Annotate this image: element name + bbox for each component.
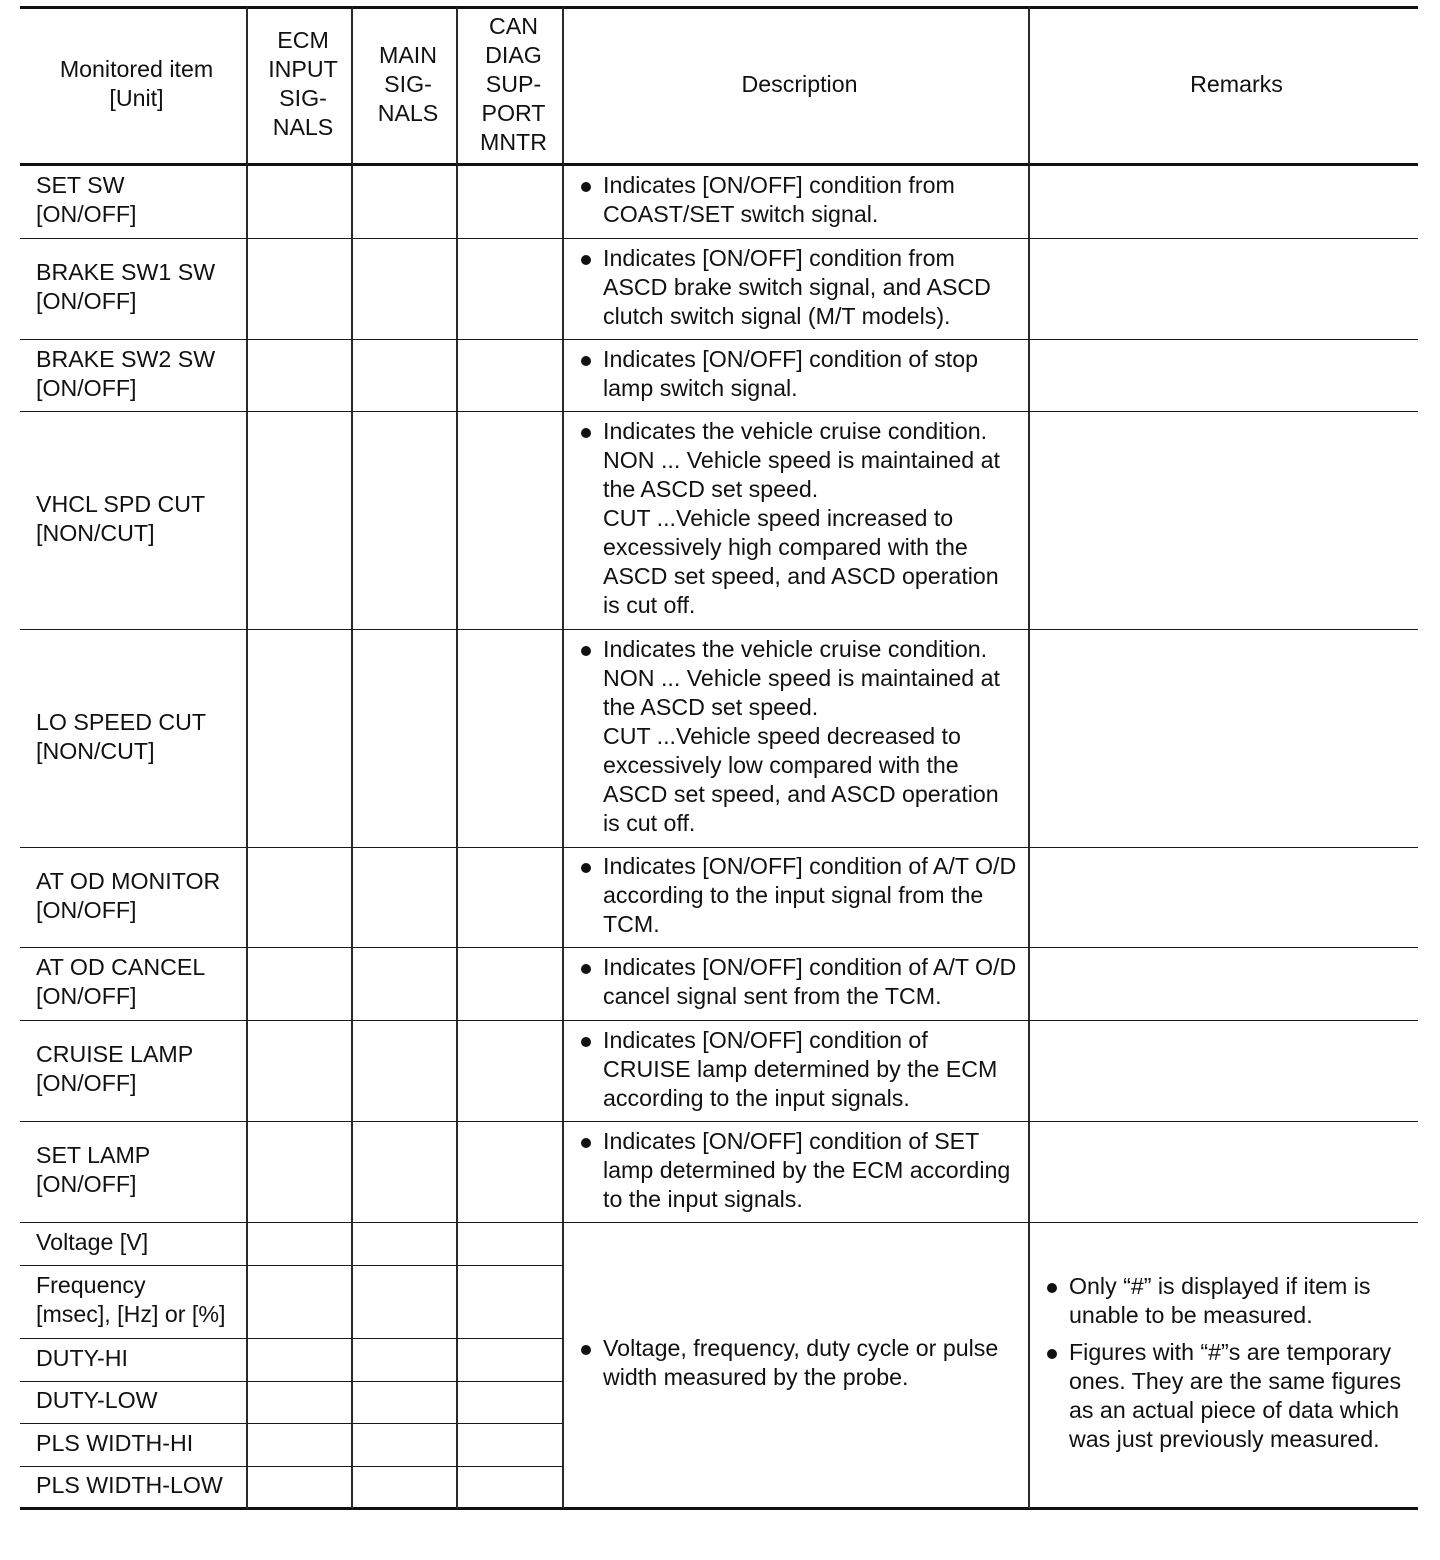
header-description: [564, 6, 1030, 166]
remarks-list: [1069, 1272, 1401, 1454]
description-cell: [564, 630, 1030, 848]
description-bullet-item: [603, 635, 1000, 838]
monitored-item-cell: [20, 1266, 248, 1339]
monitored-item-label: PLS WIDTH-HI: [36, 1429, 194, 1456]
main-signals-cell: [353, 1339, 458, 1382]
description-text: Indicates [ON/OFF] condition from COAST/SET switch signal.: [603, 172, 955, 227]
monitored-item-cell: [20, 948, 248, 1021]
main-signals-cell: [353, 340, 458, 412]
monitored-item-label: PLS WIDTH-LOW: [36, 1471, 223, 1498]
can-diag-support-mntr-cell: [458, 630, 564, 848]
main-signals-cell: [353, 1424, 458, 1467]
monitored-item-unit: [NON/CUT]: [36, 737, 155, 764]
bullet-icon: [581, 646, 591, 656]
ecm-input-signals-cell: [248, 166, 353, 239]
monitored-item-cell: [20, 1021, 248, 1122]
monitored-item-label: Frequency [msec], [Hz] or [%]: [36, 1272, 226, 1327]
remarks-bullet-item: [1069, 1338, 1401, 1454]
header-ecm-input-signals-label: ECM INPUT SIG- NALS: [268, 27, 338, 140]
description-text: Indicates the vehicle cruise condition. NON ... Vehicle speed is maintained at the ASCD set speed. CUT ...Vehicle speed increased to excessively high compared with the ASCD set speed, and ASCD operation is cut off.: [603, 418, 1000, 618]
header-can-diag-support-mntr: [458, 6, 564, 166]
description-cell: [564, 848, 1030, 948]
bullet-icon: [581, 428, 591, 438]
remarks-cell: [1030, 412, 1418, 630]
description-bullet-item: [603, 953, 1016, 1011]
monitored-item-cell: [20, 848, 248, 948]
main-signals-cell: [353, 239, 458, 340]
description-text: Voltage, frequency, duty cycle or pulse width measured by the probe.: [603, 1335, 999, 1390]
monitored-item-unit: [ON/OFF]: [36, 1070, 137, 1096]
can-diag-support-mntr-cell: [458, 1266, 564, 1339]
description-cell: [564, 412, 1030, 630]
can-diag-support-mntr-cell: [458, 1223, 564, 1266]
main-signals-cell: [353, 166, 458, 239]
bullet-icon: [581, 1138, 591, 1148]
main-signals-cell: [353, 1223, 458, 1266]
monitored-item-unit: [ON/OFF]: [36, 1171, 137, 1197]
description-cell: [564, 340, 1030, 412]
header-main-signals-label: MAIN SIG- NALS: [377, 41, 439, 126]
monitored-item-label: Voltage [V]: [36, 1228, 149, 1255]
remarks-cell: [1030, 340, 1418, 412]
ecm-input-signals-cell: [248, 1424, 353, 1467]
ecm-input-signals-cell: [248, 1223, 353, 1266]
ecm-input-signals-cell: [248, 1266, 353, 1339]
header-monitored-item-label: Monitored item [Unit]: [59, 56, 214, 111]
main-signals-cell: [353, 1467, 458, 1510]
description-cell: [564, 948, 1030, 1021]
description-bullet-item: [603, 244, 991, 331]
monitored-item-label: DUTY-LOW: [36, 1387, 158, 1413]
can-diag-support-mntr-cell: [458, 848, 564, 948]
monitored-item-unit: [ON/OFF]: [36, 201, 137, 227]
remarks-text: Only “#” is displayed if item is unable to be measured.: [1069, 1273, 1371, 1328]
can-diag-support-mntr-cell: [458, 340, 564, 412]
bullet-icon: [581, 255, 591, 265]
can-diag-support-mntr-cell: [458, 239, 564, 340]
header-description-label: Description: [741, 70, 858, 97]
monitored-item-unit: [ON/OFF]: [36, 374, 137, 401]
bullet-icon: [581, 1037, 591, 1047]
main-signals-cell: [353, 1382, 458, 1424]
monitored-item-name: AT OD CANCEL: [36, 954, 206, 980]
monitored-item-unit: [ON/OFF]: [36, 983, 137, 1009]
ecm-input-signals-cell: [248, 1122, 353, 1223]
ecm-input-signals-cell: [248, 1382, 353, 1424]
bullet-icon: [1047, 1283, 1057, 1293]
remarks-cell: [1030, 1021, 1418, 1122]
monitored-item-name: BRAKE SW2 SW: [36, 345, 216, 372]
bullet-icon: [581, 356, 591, 366]
monitored-item-unit: [ON/OFF]: [36, 288, 137, 314]
remarks-cell: [1030, 630, 1418, 848]
monitored-item-name: CRUISE LAMP: [36, 1041, 194, 1067]
description-cell: [564, 166, 1030, 239]
monitored-item-name: LO SPEED CUT: [36, 708, 207, 735]
can-diag-support-mntr-cell: [458, 1467, 564, 1510]
ecm-input-signals-cell: [248, 1339, 353, 1382]
monitored-item-cell: [20, 1424, 248, 1467]
description-bullet-item: [603, 1026, 997, 1113]
header-can-diag-support-mntr-label: CAN DIAG SUP- PORT MNTR: [480, 12, 547, 155]
description-cell: [564, 239, 1030, 340]
main-signals-cell: [353, 630, 458, 848]
monitored-item-cell: [20, 239, 248, 340]
main-signals-cell: [353, 1122, 458, 1223]
can-diag-support-mntr-cell: [458, 1339, 564, 1382]
monitored-item-cell: [20, 166, 248, 239]
description-bullet-item: [603, 345, 978, 403]
monitored-item-unit: [NON/CUT]: [36, 519, 155, 546]
description-bullet-item: [603, 417, 1000, 620]
measurement-remarks-cell: [1030, 1223, 1418, 1510]
remarks-text: Figures with “#”s are temporary ones. They are the same figures as an actual piece of data which was just previously measured.: [1069, 1339, 1402, 1452]
header-monitored-item: [20, 6, 248, 166]
monitored-item-label: DUTY-HI: [36, 1344, 128, 1371]
monitored-item-name: SET SW: [36, 172, 125, 198]
description-bullet-item: [603, 1334, 998, 1392]
header-remarks-label: Remarks: [1190, 70, 1283, 97]
can-diag-support-mntr-cell: [458, 412, 564, 630]
ecm-input-signals-cell: [248, 412, 353, 630]
bullet-icon: [581, 182, 591, 192]
description-text: Indicates [ON/OFF] condition of stop lamp switch signal.: [603, 345, 979, 401]
remarks-cell: [1030, 239, 1418, 340]
can-diag-support-mntr-cell: [458, 166, 564, 239]
header-remarks: [1030, 6, 1418, 166]
monitored-item-cell: [20, 1122, 248, 1223]
main-signals-cell: [353, 948, 458, 1021]
remarks-cell: [1030, 166, 1418, 239]
cruise-control-data-monitor-table: [20, 6, 1418, 1510]
bullet-icon: [581, 863, 591, 873]
monitored-item-cell: [20, 1223, 248, 1266]
monitored-item-name: VHCL SPD CUT: [36, 490, 206, 517]
monitored-item-name: SET LAMP: [36, 1142, 151, 1168]
description-cell: [564, 1021, 1030, 1122]
ecm-input-signals-cell: [248, 848, 353, 948]
bullet-icon: [581, 964, 591, 974]
ecm-input-signals-cell: [248, 1467, 353, 1510]
description-bullet-item: [603, 1127, 1010, 1214]
monitored-item-cell: [20, 630, 248, 848]
remarks-cell: [1030, 848, 1418, 948]
description-text: Indicates [ON/OFF] condition of CRUISE lamp determined by the ECM according to the input signals.: [603, 1026, 998, 1111]
description-text: Indicates the vehicle cruise condition. NON ... Vehicle speed is maintained at the ASCD set speed. CUT ...Vehicle speed decreased to excessively low compared with the ASCD set speed, and ASCD operation is cut off.: [603, 636, 1000, 836]
ecm-input-signals-cell: [248, 948, 353, 1021]
monitored-item-name: BRAKE SW1 SW: [36, 259, 216, 285]
monitored-item-cell: [20, 1339, 248, 1382]
monitored-item-cell: [20, 340, 248, 412]
header-main-signals: [353, 6, 458, 166]
bullet-icon: [1047, 1349, 1057, 1359]
measurement-description-cell: [564, 1223, 1030, 1510]
main-signals-cell: [353, 1021, 458, 1122]
header-ecm-input-signals: [248, 6, 353, 166]
ecm-input-signals-cell: [248, 340, 353, 412]
description-text: Indicates [ON/OFF] condition of SET lamp determined by the ECM according to the input signals.: [603, 1127, 1011, 1212]
bullet-icon: [581, 1345, 591, 1355]
remarks-bullet-item: [1069, 1272, 1401, 1330]
ecm-input-signals-cell: [248, 239, 353, 340]
monitored-item-unit: [ON/OFF]: [36, 896, 137, 923]
main-signals-cell: [353, 1266, 458, 1339]
monitored-item-cell: [20, 1382, 248, 1424]
description-text: Indicates [ON/OFF] condition of A/T O/D according to the input signal from the TCM.: [603, 853, 1017, 937]
monitored-item-cell: [20, 1467, 248, 1510]
ecm-input-signals-cell: [248, 1021, 353, 1122]
can-diag-support-mntr-cell: [458, 1382, 564, 1424]
description-text: Indicates [ON/OFF] condition of A/T O/D cancel signal sent from the TCM.: [603, 954, 1017, 1009]
monitored-item-name: AT OD MONITOR: [36, 867, 221, 894]
monitored-item-cell: [20, 412, 248, 630]
can-diag-support-mntr-cell: [458, 1021, 564, 1122]
can-diag-support-mntr-cell: [458, 1122, 564, 1223]
ecm-input-signals-cell: [248, 630, 353, 848]
main-signals-cell: [353, 848, 458, 948]
main-signals-cell: [353, 412, 458, 630]
remarks-cell: [1030, 1122, 1418, 1223]
description-bullet-item: [603, 171, 955, 229]
can-diag-support-mntr-cell: [458, 948, 564, 1021]
remarks-cell: [1030, 948, 1418, 1021]
description-cell: [564, 1122, 1030, 1223]
description-bullet-item: [603, 852, 1016, 939]
description-text: Indicates [ON/OFF] condition from ASCD brake switch signal, and ASCD clutch switch signal (M/T models).: [603, 244, 991, 329]
can-diag-support-mntr-cell: [458, 1424, 564, 1467]
